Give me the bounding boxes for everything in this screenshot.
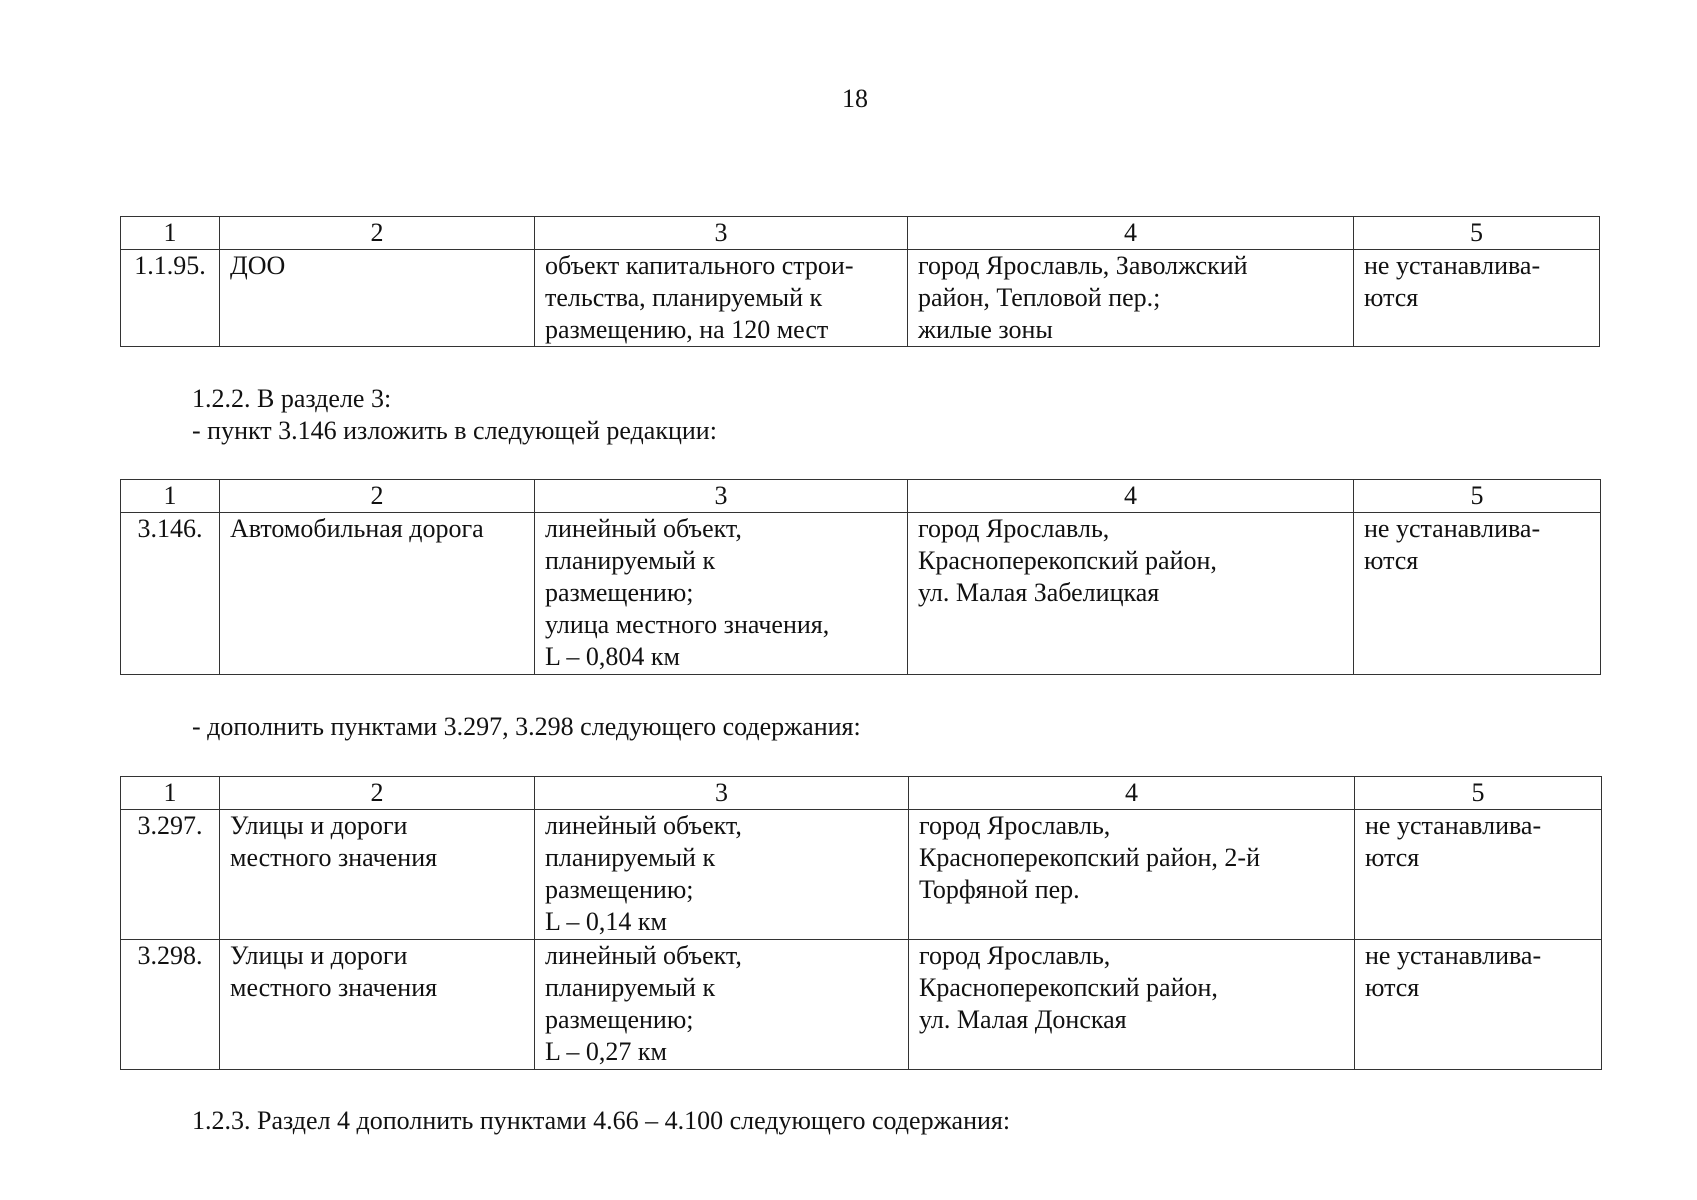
items-3-297-298-intro: - дополнить пунктами 3.297, 3.298 следующего содержания: <box>192 712 861 741</box>
row-number: 1.1.95. <box>121 250 220 347</box>
row-number: 3.297. <box>121 810 220 940</box>
column-number: 1 <box>121 217 220 250</box>
column-number: 2 <box>220 480 535 513</box>
object-description: линейный объект, планируемый к размещению; L – 0,27 км <box>535 940 909 1070</box>
column-number: 4 <box>908 480 1354 513</box>
column-number: 4 <box>908 217 1354 250</box>
table-items-3-297-3-298 <box>120 776 1602 1070</box>
table-item-3-146 <box>120 479 1601 675</box>
table-row <box>121 940 1602 1070</box>
table-row <box>121 513 1601 675</box>
object-name: Улицы и дороги местного значения <box>220 810 535 940</box>
column-number: 1 <box>121 777 220 810</box>
row-number: 3.298. <box>121 940 220 1070</box>
protection-zones: не устанавлива- ются <box>1355 810 1602 940</box>
column-number-row <box>121 480 1601 513</box>
object-name: Автомобильная дорога <box>220 513 535 675</box>
column-number: 5 <box>1354 480 1601 513</box>
column-number: 3 <box>535 480 908 513</box>
column-number: 5 <box>1355 777 1602 810</box>
object-location: город Ярославль, Красноперекопский район, ул. Малая Донская <box>909 940 1355 1070</box>
column-number: 5 <box>1354 217 1600 250</box>
row-number: 3.146. <box>121 513 220 675</box>
protection-zones: не устанавлива- ются <box>1354 513 1601 675</box>
object-description: линейный объект, планируемый к размещению; L – 0,14 км <box>535 810 909 940</box>
column-number: 2 <box>220 217 535 250</box>
protection-zones: не устанавлива- ются <box>1355 940 1602 1070</box>
column-number-row <box>121 217 1600 250</box>
object-location: город Ярославль, Красноперекопский район, ул. Малая Забелицкая <box>908 513 1354 675</box>
column-number: 3 <box>535 217 908 250</box>
column-number-row <box>121 777 1602 810</box>
object-description: линейный объект, планируемый к размещению; улица местного значения, L – 0,804 км <box>535 513 908 675</box>
column-number: 1 <box>121 480 220 513</box>
table-section-1-1 <box>120 216 1600 347</box>
object-name: ДОО <box>220 250 535 347</box>
column-number: 4 <box>909 777 1355 810</box>
column-number: 3 <box>535 777 909 810</box>
protection-zones: не устанавлива- ются <box>1354 250 1600 347</box>
object-location: город Ярославль, Заволжский район, Тепловой пер.; жилые зоны <box>908 250 1354 347</box>
column-number: 2 <box>220 777 535 810</box>
object-location: город Ярославль, Красноперекопский район, 2-й Торфяной пер. <box>909 810 1355 940</box>
object-description: объект капитального строи- тельства, планируемый к размещению, на 120 мест <box>535 250 908 347</box>
item-3-146-intro: - пункт 3.146 изложить в следующей редакции: <box>192 416 717 445</box>
page-number: 18 <box>842 84 868 113</box>
object-name: Улицы и дороги местного значения <box>220 940 535 1070</box>
section-4-intro: 1.2.3. Раздел 4 дополнить пунктами 4.66 – 4.100 следующего содержания: <box>192 1106 1011 1135</box>
table-row <box>121 810 1602 940</box>
table-row <box>121 250 1600 347</box>
section-3-heading: 1.2.2. В разделе 3: <box>192 384 392 413</box>
